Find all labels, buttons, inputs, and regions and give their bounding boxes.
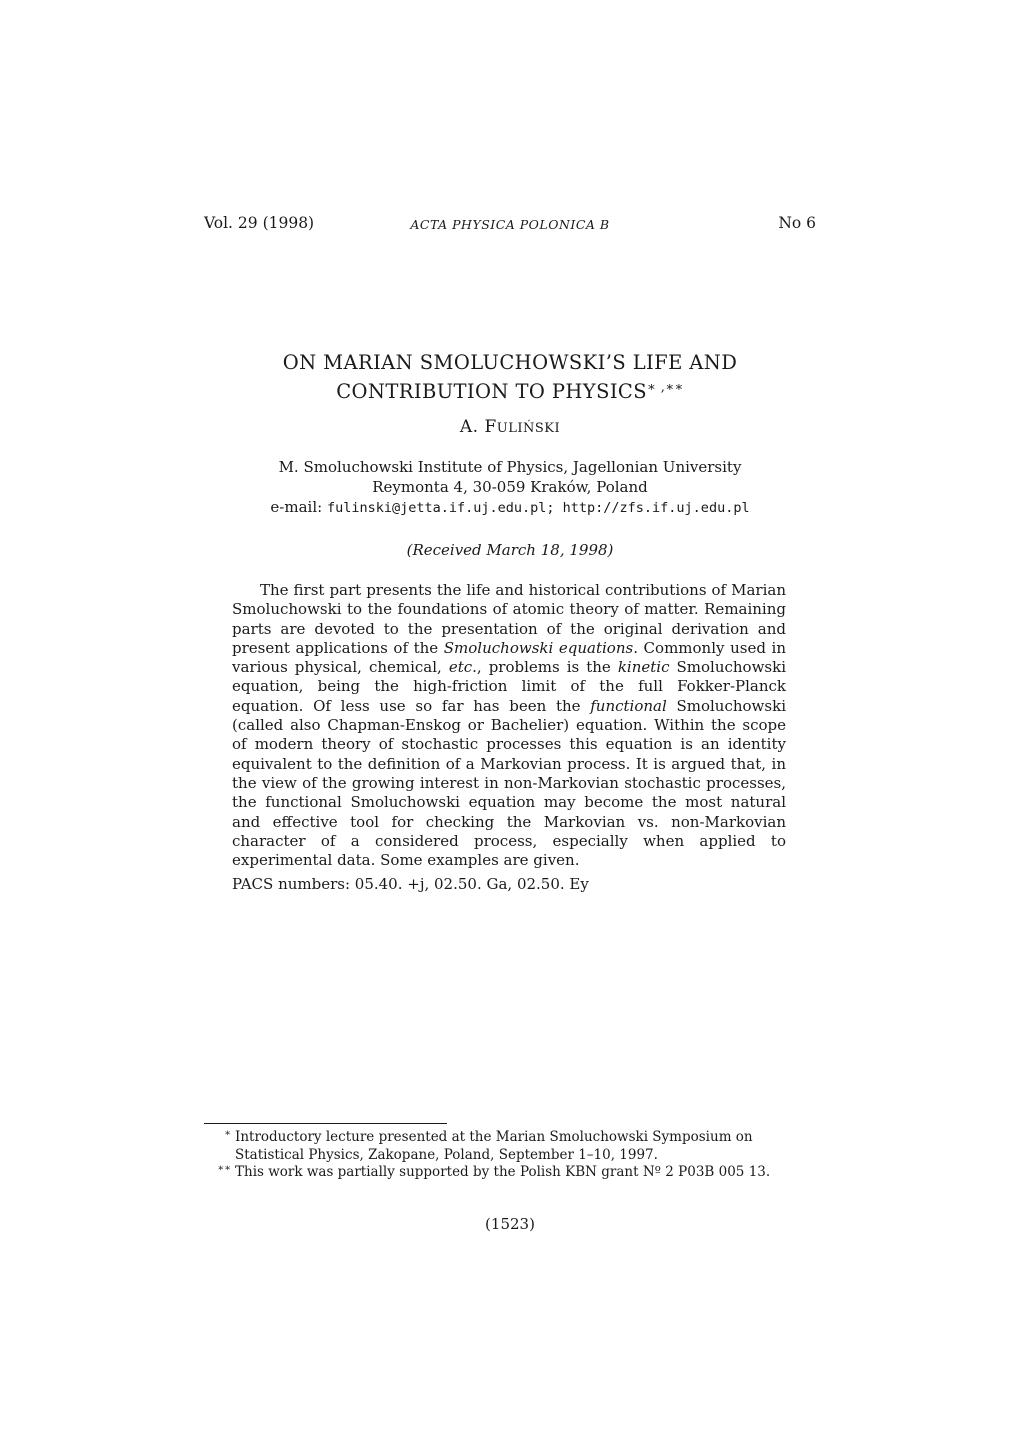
abstract-emphasis-2: etc. <box>448 658 477 677</box>
pacs-numbers: PACS numbers: 05.40. +j, 02.50. Ga, 02.50. Ey <box>232 875 589 893</box>
author-initial: A. F <box>459 417 497 437</box>
abstract-paragraph <box>232 581 786 870</box>
journal-name: ACTA PHYSICA POLONICA B <box>410 217 610 232</box>
title-line-1: ON MARIAN SMOLUCHOWSKI’S LIFE AND <box>282 351 738 374</box>
paper-title <box>0 350 1020 404</box>
footnote-1-text: Introductory lecture presented at the Marian Smoluchowski Symposium on Statistical Physics, Zakopane, Poland, September 1–10, 1997. <box>235 1129 753 1163</box>
volume-label: Vol. 29 (1998) <box>204 214 315 232</box>
page-number: (1523) <box>485 1215 535 1233</box>
footnote-2-text: This work was partially supported by the Polish KBN grant Nº 2 P03B 005 13. <box>235 1164 771 1180</box>
abstract-text-2: . Commonly used in various physical, chemical, <box>232 638 786 677</box>
email-label: e-mail: <box>270 498 327 516</box>
abstract-emphasis-1: Smoluchowski equations <box>443 638 634 657</box>
issue-label: No 6 <box>778 214 816 232</box>
abstract-emphasis-3: kinetic <box>617 658 670 677</box>
email-link[interactable]: fulinski@jetta.if.uj.edu.pl; http://zfs.if.uj.edu.pl <box>326 500 750 516</box>
title-line-2-text: CONTRIBUTION TO PHYSICS <box>336 380 648 403</box>
affiliation-contact <box>0 497 1020 518</box>
abstract-text-4: Smoluchowski equation, being the high-friction limit of the full Fokker-Planck equation. Of less use so far has been the <box>232 658 787 715</box>
footnote-1-mark: ∗ <box>224 1128 231 1139</box>
affiliation <box>0 457 1020 518</box>
footnote-rule <box>204 1123 447 1124</box>
abstract <box>232 581 786 870</box>
affiliation-institute: M. Smoluchowski Institute of Physics, Jagellonian University <box>278 458 742 476</box>
footnote-2-mark: ∗∗ <box>217 1163 231 1174</box>
received-date: (Received March 18, 1998) <box>406 541 614 559</box>
abstract-text-1: The first part presents the life and historical contributions of Marian Smoluchowski to the foundations of atomic theory of matter. Remaining parts are devoted to the presentation of the original derivation and present applications of the <box>232 581 786 657</box>
title-footnote-marks: ∗ ,∗∗ <box>647 380 684 395</box>
author-name <box>0 417 1020 437</box>
abstract-text-5: Smoluchowski (called also Chapman-Enskog or Bachelier) equation. Within the scope of modern theory of stochastic processes this equation is an identity equivalent to the definition of a Markovian process. It is argued that, in the view of the growing interest in non-Markovian stochastic processes, the functional Smoluchowski equation may become the most natural and effective tool for checking the Markovian vs. non-Markovian character of a considered process, especially when applied to experimental data. Some examples are given. <box>232 696 786 870</box>
title-line-2 <box>0 375 1020 404</box>
abstract-text-3: , problems is the <box>476 658 618 677</box>
footnote-1 <box>204 1129 816 1164</box>
author-surname-rest: ULIŃSKI <box>496 421 561 436</box>
abstract-emphasis-4: functional <box>590 696 667 715</box>
footnotes <box>204 1129 816 1182</box>
footnote-2 <box>204 1164 816 1182</box>
affiliation-address: Reymonta 4, 30-059 Kraków, Poland <box>372 478 648 496</box>
